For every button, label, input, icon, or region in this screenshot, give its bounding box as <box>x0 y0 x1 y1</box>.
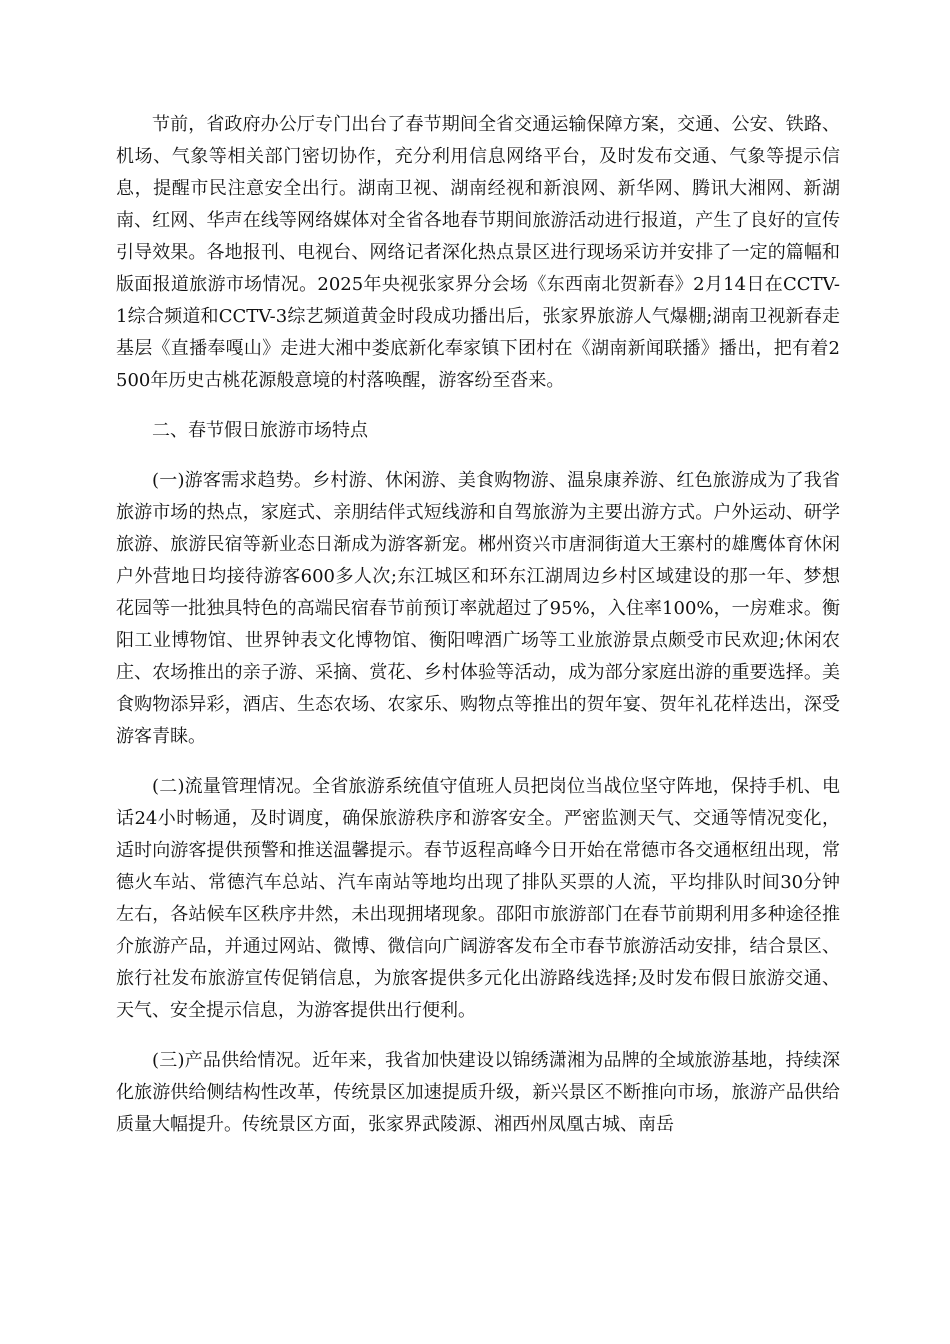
document-body <box>116 109 840 1159</box>
paragraph-flow-management: (二)流量管理情况。全省旅游系统值守值班人员把岗位当战位坚守阵地，保持手机、电话24小时畅通，及时调度，确保旅游秩序和游客安全。严密监测天气、交通等情况变化，适时向游客提供预警和推送温馨提示。春节返程高峰今日开始在常德市各交通枢纽出现，常德火车站、常德汽车总站、汽车南站等地均出现了排队买票的人流，平均排队时间30分钟左右，各站候车区秩序井然，未出现拥堵现象。邵阳市旅游部门在春节前期利用多种途径推介旅游产品，并通过网站、微博、微信向广阔游客发布全市春节旅游活动安排，结合景区、旅行社发布旅游宣传促销信息，为旅客提供多元化出游路线选择;及时发布假日旅游交通、天气、安全提示信息，为游客提供出行便利。 <box>116 776 840 1021</box>
paragraph-media-coverage: 节前，省政府办公厅专门出台了春节期间全省交通运输保障方案，交通、公安、铁路、机场、气象等相关部门密切协作，充分利用信息网络平台，及时发布交通、气象等提示信息，提醒市民注意安全出行。湖南卫视、湖南经视和新浪网、新华网、腾讯大湘网、新湖南、红网、华声在线等网络媒体对全省各地春节期间旅游活动进行报道，产生了良好的宣传引导效果。各地报刊、电视台、网络记者深化热点景区进行现场采访并安排了一定的篇幅和版面报道旅游市场情况。2025年央视张家界分会场《东西南北贺新春》2月14日在CCTV-1综合频道和CCTV-3综艺频道黄金时段成功播出后，张家界旅游人气爆棚;湖南卫视新春走基层《直播奉嘎山》走进大湘中娄底新化奉家镇下团村在《湖南新闻联播》播出，把有着2500年历史古桃花源般意境的村落唤醒，游客纷至沓来。 <box>116 114 840 391</box>
paragraph-product-supply: (三)产品供给情况。近年来，我省加快建设以锦绣潇湘为品牌的全域旅游基地，持续深化旅游供给侧结构性改革，传统景区加速提质升级，新兴景区不断推向市场，旅游产品供给质量大幅提升。传统景区方面，张家界武陵源、湘西州凤凰古城、南岳 <box>116 1050 840 1135</box>
section-heading: 二、春节假日旅游市场特点 <box>152 420 368 441</box>
paragraph-tourist-demand: (一)游客需求趋势。乡村游、休闲游、美食购物游、温泉康养游、红色旅游成为了我省旅游市场的热点，家庭式、亲朋结伴式短线游和自驾旅游为主要出游方式。户外运动、研学旅游、旅游民宿等新业态日渐成为游客新宠。郴州资兴市唐洞街道大王寨村的雄鹰体育休闲户外营地日均接待游客600多人次;东江城区和环东江湖周边乡村区域建设的那一年、梦想花园等一批独具特色的高端民宿春节前预订率就超过了95%，入住率100%，一房难求。衡阳工业博物馆、世界钟表文化博物馆、衡阳啤酒广场等工业旅游景点颇受市民欢迎;休闲农庄、农场推出的亲子游、采摘、赏花、乡村体验等活动，成为部分家庭出游的重要选择。美食购物添异彩，酒店、生态农场、农家乐、购物点等推出的贺年宴、贺年礼花样迭出，深受游客青睐。 <box>116 470 840 747</box>
